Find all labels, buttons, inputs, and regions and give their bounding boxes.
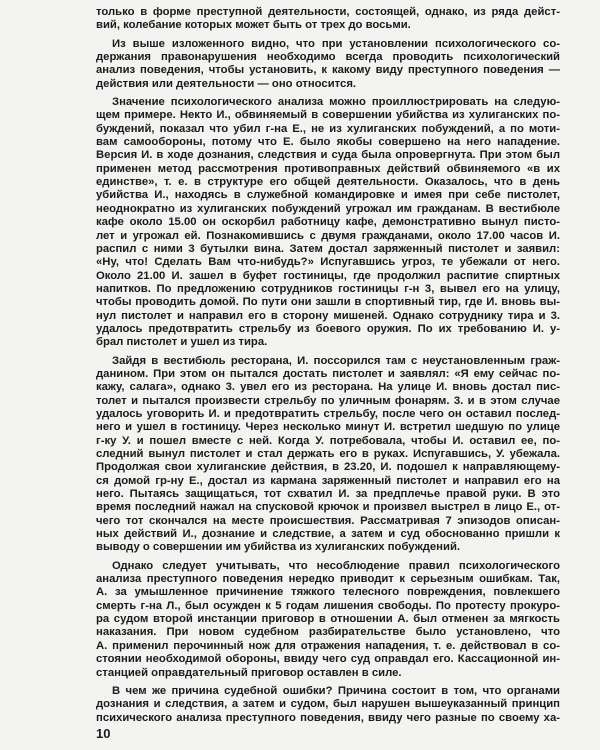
text-line: следний вынул пистолет и стал держать его в руках. Испугавшись, У. убежала. bbox=[96, 448, 560, 460]
text-line: неоднократно из хулиганских побуждений угрожал им гражданам. В вестибюле bbox=[96, 202, 560, 215]
page-number: 10 bbox=[96, 726, 111, 741]
paragraph bbox=[96, 96, 560, 350]
text-line: вий, колебание которых может быть от трех до восьми. bbox=[96, 19, 411, 32]
text-line: стоянии необходимой обороны, ввиду чего суд оправдал его. Кассационной ин- bbox=[96, 653, 560, 666]
text-line: брал пистолет и ушел из тира. bbox=[96, 336, 268, 349]
text-line: Из выше изложенного видно, что при установлении психологического со- bbox=[112, 37, 560, 50]
text-line: чего тот скончался на месте происшествия. Рассматривая 7 эпизодов описан- bbox=[96, 514, 560, 527]
text-line: распил с ними 3 бутылки вина. Затем достал заряженный пистолет и заявил: bbox=[96, 242, 560, 255]
text-line: данином. При этом он пытался достать пистолет и заявлял: «Я ему сейчас по- bbox=[96, 367, 560, 380]
text-line: применен метод рассмотрения противоправных действий обвиняемого «в их bbox=[96, 162, 560, 175]
text-line: удалось уговорить И. и предотвратить стрельбу, после чего он оставил послед- bbox=[96, 407, 560, 420]
text-line: убийства И., находясь в служебной командировке и имея при себе пистолет, bbox=[96, 189, 560, 202]
text-line: станцией оправдательный приговор оставлен в силе. bbox=[96, 666, 402, 679]
paragraph bbox=[96, 38, 560, 91]
text-line: чтобы проводить домой. По пути они зашли в спортивный тир, где И. вновь вы- bbox=[96, 296, 560, 309]
text-line: анализ поведения, чтобы установить, к какому виду преступного поведения — bbox=[96, 64, 560, 77]
text-line: А. за умышленное причинение тяжкого телесного повреждения, повлекшего bbox=[96, 586, 560, 599]
text-line: наказания. При новом судебном разбирательстве было установлено, что bbox=[96, 626, 560, 639]
text-line: только в форме преступной деятельности, состоящей, однако, из ряда дейст- bbox=[96, 6, 560, 18]
paragraph bbox=[96, 560, 560, 680]
text-line: ра судом второй инстанции приговор в отношении А. был отменен за мягкость bbox=[96, 613, 560, 626]
text-line: время последний нажал на спусковой крючок и произвел выстрел в лицо Е., от- bbox=[96, 501, 560, 514]
text-line: психического анализа преступного поведения, ввиду чего разные по своему ха- bbox=[96, 711, 560, 724]
text-line: буждений, показал что убил г-на Е., не из хулиганских побуждений, а по моти- bbox=[96, 122, 560, 135]
text-line: напитков. По предложению сотрудников гостиницы г-н 3, вывел его на улицу, bbox=[96, 282, 560, 295]
text-line: вам самообороны, потому что Е. было якобы совершено на него нападение. bbox=[96, 136, 560, 149]
paragraph bbox=[96, 355, 560, 555]
text-line: лет и угрожал ей. Познакомившись с двумя гражданами, около 17.00 часов И. bbox=[96, 229, 560, 242]
text-line: него и ушел в гостиницу. Через несколько минут И. встретил шедшую по улице bbox=[96, 421, 560, 434]
text-line: Версия И. в ходе дознания, следствия и суда была опровергнута. При этом был bbox=[96, 149, 560, 162]
text-line: щем примере. Некто И., обвиняемый в совершении убийства из хулиганских по- bbox=[96, 109, 560, 122]
text-line: толет и пытался произвести стрельбу по уличным фонарям. 3. и в этом случае bbox=[96, 394, 560, 407]
text-line: ных действий И., дознание и следствие, а затем и суд обоснованно пришли к bbox=[96, 528, 560, 541]
text-line: нул пистолет и направил его в сторону мишеней. Однако сотруднику тира и 3. bbox=[96, 309, 560, 322]
text-line: дознания и следствия, а затем и судом, был нарушен вышеуказанный принцип bbox=[96, 698, 560, 711]
paragraph bbox=[96, 685, 560, 725]
text-line: А. применил перочинный нож для отражения нападения, т. е. действовал в со- bbox=[96, 639, 560, 652]
text-line: единстве», т. е. в структуре его общей деятельности. Оказалось, что в день bbox=[96, 176, 560, 189]
text-line: выводу о совершении им убийства из хулиганских побуждений. bbox=[96, 541, 461, 554]
text-line: действия или деятельности — оно относится. bbox=[96, 77, 357, 90]
paragraph bbox=[96, 6, 560, 33]
text-line: кафе около 15.00 он оскорбил работницу кафе, демонстративно вынул писто- bbox=[96, 216, 560, 229]
text-line: Значение психологического анализа можно проиллюстрировать на следую- bbox=[112, 96, 560, 109]
text-line: Однако следует учитывать, что несоблюдение правил психологического bbox=[112, 559, 560, 572]
text-line: Зайдя в вестибюль ресторана, И. поссорился там с неустановленным граж- bbox=[112, 354, 560, 367]
text-line: анализа преступного поведения нередко приводит к серьезным ошибкам. Так, bbox=[96, 573, 560, 586]
text-line: В чем же причина судебной ошибки? Причина состоит в том, что органами bbox=[112, 684, 560, 697]
text-line: удалось предотвратить стрельбу из боевого оружия. По их требованию И. у- bbox=[96, 322, 560, 335]
text-line: него. Пытаясь защищаться, тот схватил И. за предплечье правой руки. В это bbox=[96, 488, 560, 501]
text-body bbox=[96, 6, 560, 725]
text-line: «Ну, что! Сделать Вам что-нибудь?» Испугавшись угроз, те убежали от него. bbox=[96, 256, 560, 269]
text-line: г-ку У. и пошел вместе с ней. Когда У. потребовала, чтобы И. оставил ее, по- bbox=[96, 434, 560, 447]
text-line: смерть г-на Л., был осужден к 5 годам лишения свободы. По протесту прокуро- bbox=[96, 599, 560, 612]
text-line: держания правонарушения необходимо всегда проводить психологический bbox=[96, 51, 560, 64]
text-line: ся домой гр-ну Е., достал из кармана заряженный пистолет и направил его на bbox=[96, 474, 560, 487]
text-line: кажу, салага», однако 3. увел его из ресторана. На улице И. вновь достал пис- bbox=[96, 381, 560, 394]
text-line: Продолжая свои хулиганские действия, в 23.20, И. подошел к направляющему- bbox=[96, 461, 560, 474]
text-line: Около 21.00 И. зашел в буфет гостиницы, где продолжил распитие спиртных bbox=[96, 269, 560, 282]
